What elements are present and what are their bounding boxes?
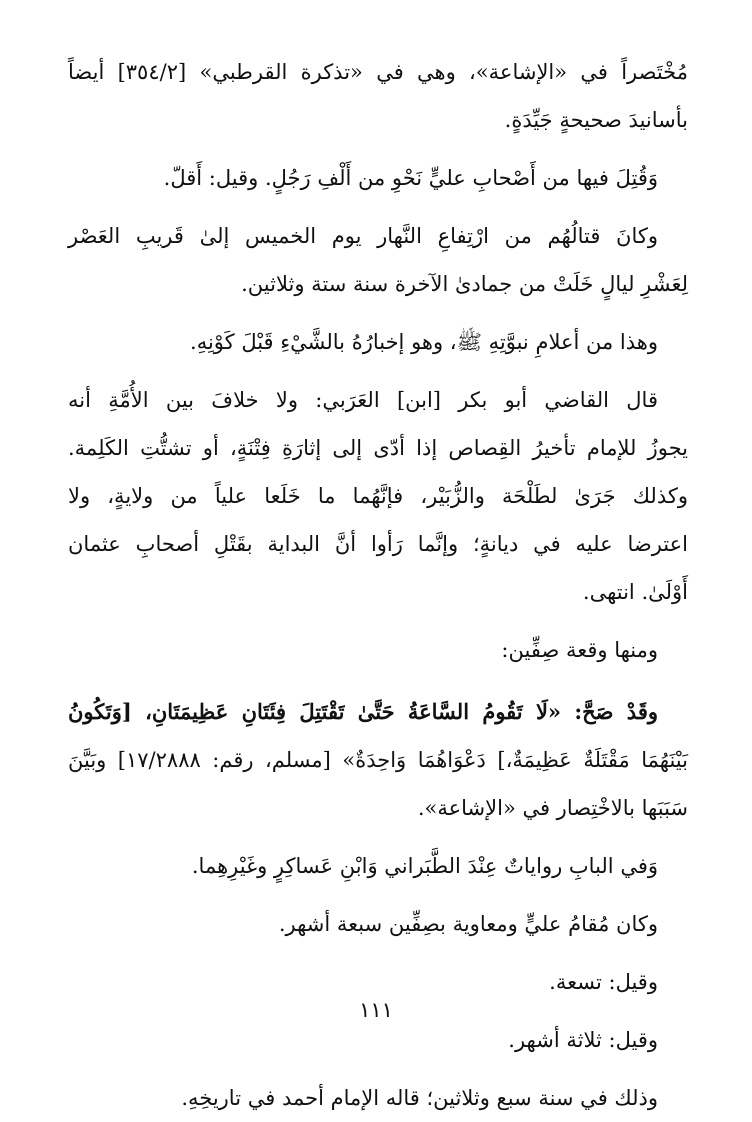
text-line: وَفي البابِ رواياتٌ عِنْدَ الطَّبَراني وَابْنِ عَساكِرٍ وغَيْرِهِما.: [191, 854, 658, 878]
paragraph-prophecy-sign: [68, 318, 688, 366]
text-line: سَبَبَها بالاخْتِصار في «الإشاعة».: [417, 796, 688, 820]
page-body: [68, 48, 688, 1122]
text-line: وقيل: ثلاثة أشهر.: [508, 1028, 658, 1052]
hadith-line: وقَدْ صَحَّ: «لَا تَقُومُ السَّاعَةُ حَتَّىٰ تَقْتَتِلَ فِئَتَانِ عَظِيمَتَانِ، [وَتَكُونُ: [68, 699, 658, 724]
text-line: لِعَشْرِ ليالٍ خَلَتْ من جمادىٰ الآخرة سنة ستة وثلاثين.: [241, 272, 688, 296]
section-heading-siffin: [68, 626, 688, 674]
text-line: وكذلك جَرَىٰ لطَلْحَة والزُّبَيْر، فإنَّهُما ما خَلَعا علياً من ولايةٍ، ولا: [68, 484, 688, 508]
paragraph-qadi-ibn-arabi: [68, 376, 688, 616]
paragraph-duration: [68, 900, 688, 948]
paragraph-ishaa-reference: [68, 48, 688, 144]
text-line: بأسانيدَ صحيحةٍ جَيِّدَةٍ.: [504, 108, 688, 132]
page-number: ١١١: [359, 998, 393, 1022]
text-line: أَوْلَىٰ. انتهى.: [582, 580, 688, 604]
text-line: وكان مُقامُ عليٍّ ومعاوية بصِفِّين سبعة أشهر.: [278, 912, 658, 936]
text-line: وذلك في سنة سبع وثلاثين؛ قاله الإمام أحمد في تاريخِهِ.: [181, 1086, 658, 1110]
paragraph-battle-timing: [68, 212, 688, 308]
text-line: وكانَ قتالُهُم من ارْتِفاعِ النَّهار يوم الخميس إلىٰ قَريبِ العَصْر: [68, 224, 658, 248]
text-line: ومنها وقعة صِفِّين:: [501, 638, 658, 662]
paragraph-narrations: [68, 842, 688, 890]
text-line: مُخْتَصراً في «الإشاعة»، وهي في «تذكرة القرطبي» [٣٥٤/٢] أيضاً: [68, 60, 688, 84]
paragraph-year: [68, 1074, 688, 1122]
text-line: اعترضا عليه في ديانةٍ؛ وإنَّما رَأوا أنَّ البداية بقَتْلِ أصحابِ عثمان: [68, 532, 688, 556]
text-line: يجوزُ للإمام تأخيرُ القِصاص إذا أدّى إلى إثارَةِ فِتْنَةٍ، أو تشتُّتِ الكَلِمة.: [68, 436, 688, 460]
paragraph-three-months: [68, 1016, 688, 1064]
paragraph-casualties: [68, 154, 688, 202]
paragraph-hadith: [68, 688, 688, 832]
text-line: قال القاضي أبو بكر [ابن] العَرَبي: ولا خلافَ بين الأُمَّةِ أنه: [68, 388, 658, 412]
text-line: وقيل: تسعة.: [549, 970, 658, 994]
text-line: وَقُتِلَ فيها من أَصْحابِ عليٍّ نَحْوِ من أَلْفِ رَجُلٍ. وقيل: أَقلّ.: [163, 166, 658, 190]
text-line: وهذا من أعلامِ نبوَّتِهِ ﷺ، وهو إخبارُهُ بالشَّيْءِ قَبْلَ كَوْنِهِ.: [190, 330, 658, 354]
text-line: بَيْنَهُمَا مَقْتَلَةٌ عَظِيمَةٌ،] دَعْوَاهُمَا وَاحِدَةٌ» [مسلم، رقم: ١٧/٢٨٨٨] وبَيَّنَ: [68, 748, 688, 772]
